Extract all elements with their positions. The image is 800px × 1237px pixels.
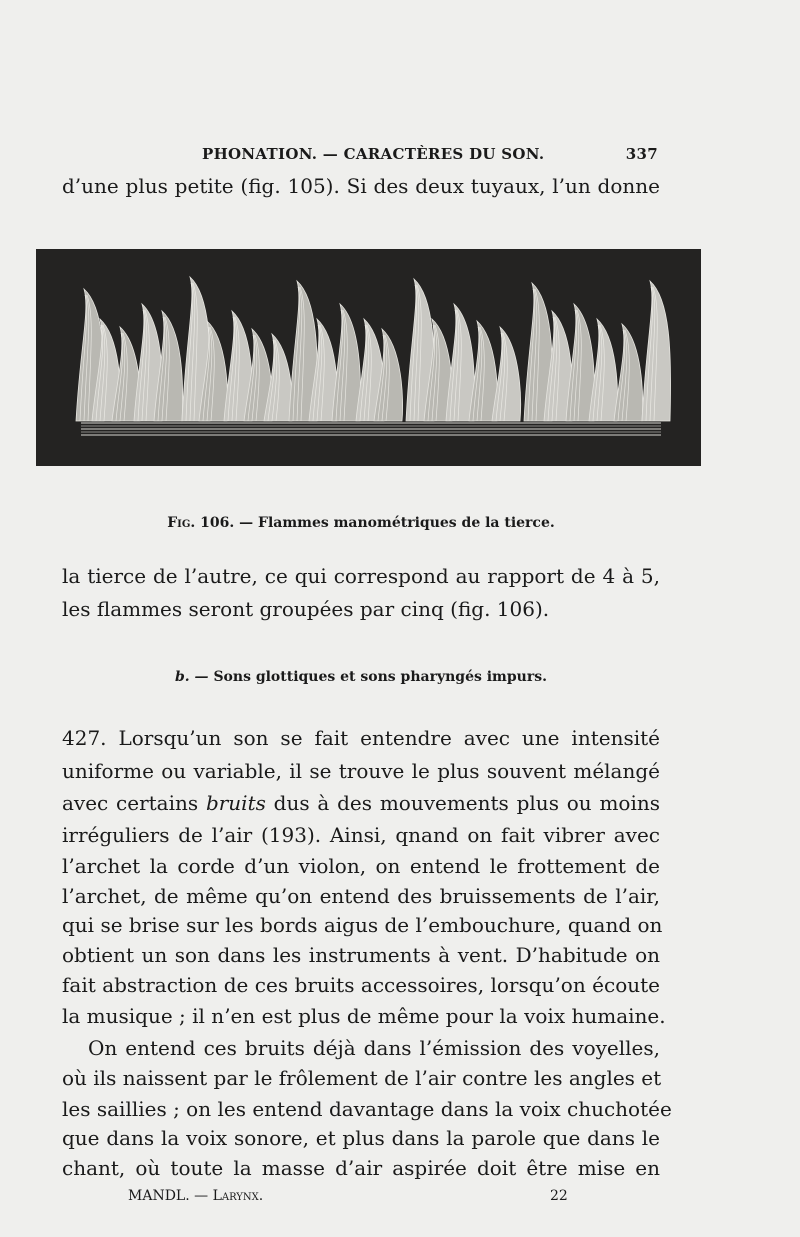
paragraph-line: où ils naissent par le frôlement de l’air contre les angles et: [62, 1066, 662, 1090]
footer-signature-number: 22: [550, 1188, 568, 1204]
subheading-text: Sons glottiques et sons pharyngés impurs.: [213, 669, 547, 685]
flame-shape: [332, 304, 361, 421]
header-title: PHONATION. — CARACTÈRES DU SON.: [202, 145, 545, 163]
figure-caption-text: Flammes manométriques de la tierce.: [258, 515, 555, 531]
italic-text: bruits: [205, 791, 266, 815]
paragraph-line: que dans la voix sonore, et plus dans la parole que dans le: [62, 1126, 660, 1150]
flames-group: [76, 277, 671, 421]
paragraph-line: uniforme ou variable, il se trouve le plus souvent mélangé: [62, 759, 660, 783]
paragraph-line: la musique ; il n’en est plus de même pour la voix humaine.: [62, 1004, 666, 1028]
page-number: 337: [625, 145, 658, 163]
text-line: d’une plus petite (fig. 105). Si des deux tuyaux, l’un donne: [62, 174, 660, 198]
paragraph-line: chant, où toute la masse d’air aspirée doit être mise en: [62, 1156, 660, 1180]
text-line: la tierce de l’autre, ce qui correspond au rapport de 4 à 5,: [62, 564, 660, 588]
paragraph-line: [62, 793, 660, 813]
footer-signature: MANDL. — Larynx.: [128, 1188, 264, 1204]
paragraph-line: les saillies ; on les entend davantage dans la voix chuchotée: [62, 1097, 672, 1121]
paragraph-line: On entend ces bruits déjà dans l’émission des voyelles,: [88, 1036, 660, 1060]
flame-shape: [614, 324, 643, 421]
section-subheading: [62, 669, 660, 685]
text-span: dus à des mouvements plus ou moins: [265, 791, 660, 815]
figure-caption: [62, 515, 660, 531]
paragraph-line: 427. Lorsqu’un son se fait entendre avec une intensité: [62, 726, 660, 750]
text-span: avec certains: [62, 791, 206, 815]
figure-flames-illustration: [36, 249, 701, 466]
paragraph-line: irréguliers de l’air (193). Ainsi, qnand on fait vibrer avec: [62, 823, 660, 847]
manometric-flames-image: [36, 249, 701, 466]
paragraph-line: obtient un son dans les instruments à vent. D’habitude on: [62, 943, 660, 967]
subheading-letter: b. —: [175, 669, 209, 685]
figure-caption-ref: Fig. 106. —: [167, 515, 254, 531]
text-line: les flammes seront groupées par cinq (fig. 106).: [62, 597, 550, 621]
paragraph-line: l’archet, de même qu’on entend des bruissements de l’air,: [62, 884, 660, 908]
paragraph-line: fait abstraction de ces bruits accessoires, lorsqu’on écoute: [62, 973, 660, 997]
paragraph-line: qui se brise sur les bords aigus de l’embouchure, quand on: [62, 913, 663, 937]
paragraph-line: l’archet la corde d’un violon, on entend le frottement de: [62, 854, 660, 878]
